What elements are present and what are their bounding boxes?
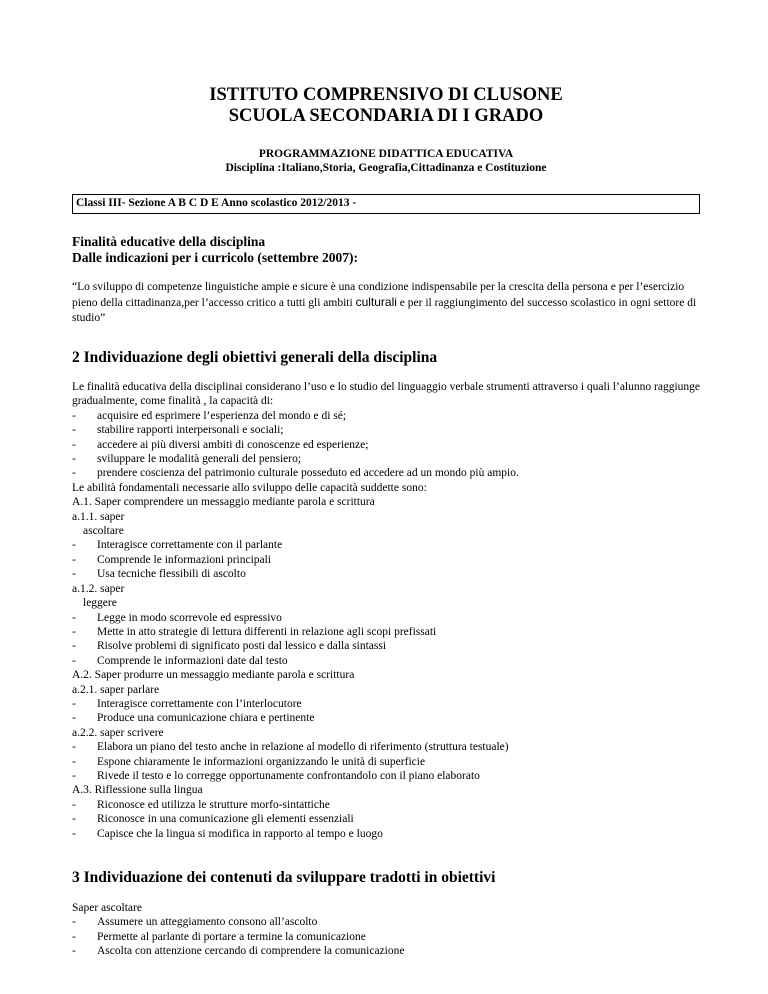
ability-a2: A.2. Saper produrre un messaggio mediante parola e scrittura (72, 669, 355, 682)
ability-a1: A.1. Saper comprendere un messaggio mediante parola e scrittura (72, 496, 375, 509)
list-item: - Legge in modo scorrevole ed espressivo (72, 611, 282, 624)
list-item: - Risolve problemi di significato posti dal lessico e dalla sintassi (72, 640, 387, 653)
a22-list (72, 740, 700, 783)
document-page (72, 0, 700, 959)
list-item: - Assumere un atteggiamento consono all’ascolto (72, 916, 318, 929)
ability-a21: a.2.1. saper parlare (72, 683, 160, 696)
list-item: - Comprende le informazioni date dal testo (72, 654, 288, 667)
list-item: - Produce una comunicazione chiara e pertinente (72, 712, 315, 725)
quote-text-2: e per il raggiungimento del successo scolastico in ogni settore di studio” (72, 297, 697, 324)
a21-list (72, 697, 700, 726)
ability-a22: a.2.2. saper scrivere (72, 726, 164, 739)
list-item: - Elabora un piano del testo anche in relazione al modello di riferimento (struttura testuale) (72, 741, 509, 754)
section-3-sub: Saper ascoltare (72, 902, 142, 914)
ability-a11-sub: ascoltare (83, 525, 124, 538)
list-item: - Interagisce correttamente con il parlante (72, 539, 283, 552)
quote-text-1: “Lo sviluppo di competenze linguistiche ampie e sicure è una condizione indispensabile per la crescita della persona e per l’esercizio pieno della cittadinanza,per l’accesso critico a tutti gli ambiti (72, 281, 685, 309)
school-name: ISTITUTO COMPRENSIVO DI CLUSONE (209, 85, 563, 105)
a12-list (72, 611, 700, 669)
list-item: - Rivede il testo e lo corregge opportunamente confrontandolo con il piano elaborato (72, 769, 480, 782)
school-level: SCUOLA SECONDARIA DI I GRADO (228, 106, 544, 126)
document-title: PROGRAMMAZIONE DIDATTICA EDUCATIVA (258, 148, 514, 160)
curricolo-quote (72, 280, 700, 326)
discipline-line: Disciplina :Italiano,Storia, Geografia,Cittadinanza e Costituzione (225, 162, 547, 174)
list-item: - accedere ai più diversi ambiti di conoscenze ed esperienze; (72, 438, 369, 451)
list-item: - Interagisce correttamente con l’interlocutore (72, 697, 302, 710)
section-3-heading: 3 Individuazione dei contenuti da sviluppare tradotti in obiettivi (72, 869, 496, 886)
list-item: - Permette al parlante di portare a termine la comunicazione (72, 930, 366, 943)
section-3-list (72, 915, 700, 958)
abilita-intro: Le abilità fondamentali necessarie allo sviluppo delle capacità suddette sono: (72, 481, 427, 494)
list-item: - acquisire ed esprimere l’esperienza del mondo e di sé; (72, 409, 347, 422)
indicazioni-heading: Dalle indicazioni per i curricolo (settembre 2007): (72, 250, 358, 265)
section-2-intro: Le finalità educativa della disciplinai considerano l’uso e lo studio del linguaggio verbale strumenti attraverso i quali l’alunno raggiunge gradualmente, come finalità , la capacità di: (72, 381, 700, 408)
ability-a11: a.1.1. saper (72, 510, 125, 523)
a3-list (72, 798, 700, 841)
a11-list (72, 538, 700, 581)
list-item: - sviluppare le modalità generali del pensiero; (72, 453, 302, 466)
list-item: - Riconosce ed utilizza le strutture morfo-sintattiche (72, 798, 330, 811)
list-item: - prendere coscienza del patrimonio culturale posseduto ed accedere ad un mondo più ampio. (72, 467, 519, 480)
capacita-list (72, 409, 700, 481)
list-item: - Usa tecniche flessibili di ascolto (72, 568, 246, 581)
class-info-box: Classi III- Sezione A B C D E Anno scolastico 2012/2013 - (72, 194, 700, 214)
ability-a3: A.3. Riflessione sulla lingua (72, 784, 203, 797)
list-item: - Mette in atto strategie di lettura differenti in relazione agli scopi prefissati (72, 625, 437, 638)
section-2-heading: 2 Individuazione degli obiettivi generali della disciplina (72, 349, 438, 366)
quote-word-culturali: culturali (355, 295, 397, 309)
ability-a12-sub: leggere (83, 597, 117, 610)
list-item: - Capisce che la lingua si modifica in rapporto al tempo e luogo (72, 827, 383, 840)
list-item: - Espone chiaramente le informazioni organizzando le unità di superficie (72, 755, 426, 768)
list-item: - Comprende le informazioni principali (72, 553, 272, 566)
finalita-heading: Finalità educative della disciplina (72, 234, 266, 249)
list-item: - Riconosce in una comunicazione gli elementi essenziali (72, 813, 354, 826)
ability-a12: a.1.2. saper (72, 582, 125, 595)
list-item: - Ascolta con attenzione cercando di comprendere la comunicazione (72, 945, 405, 958)
list-item: - stabilire rapporti interpersonali e sociali; (72, 424, 284, 437)
